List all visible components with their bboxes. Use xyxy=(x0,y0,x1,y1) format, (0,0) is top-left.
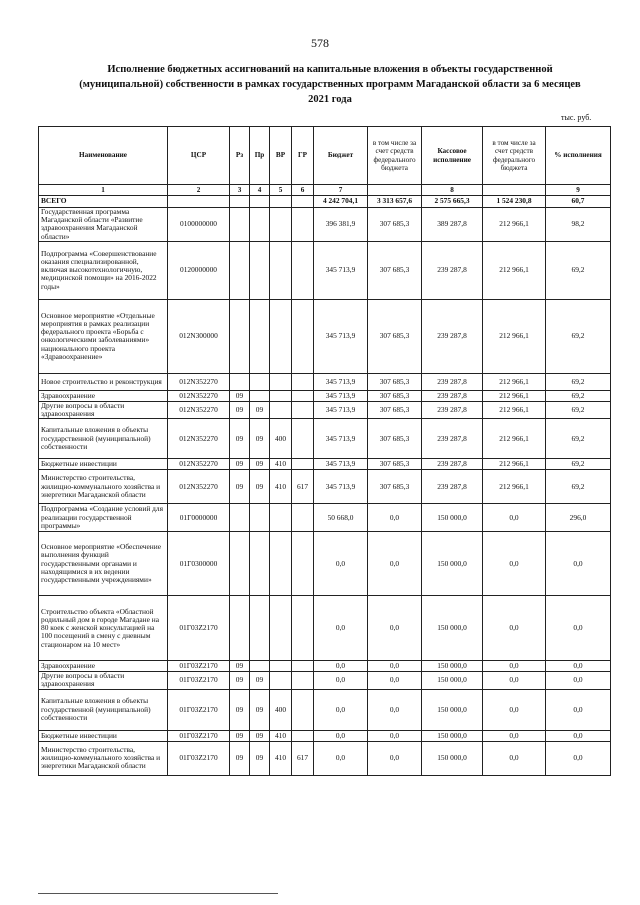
cell-csr: 01Г03Z2170 xyxy=(168,689,230,730)
cell-pct: 0,0 xyxy=(546,689,611,730)
cell-budget-fed: 0,0 xyxy=(368,596,422,661)
cell-rz: 09 xyxy=(230,661,250,672)
cell-cash-fed: 0,0 xyxy=(483,672,546,689)
cell-budget: 0,0 xyxy=(314,689,368,730)
cell-budget: 345 713,9 xyxy=(314,241,368,299)
cell-pct: 69,2 xyxy=(546,241,611,299)
cell-budget: 345 713,9 xyxy=(314,390,368,401)
header-cell: Пр xyxy=(250,127,270,185)
header-index: 3 xyxy=(230,185,250,196)
cell-rz xyxy=(230,504,250,532)
cell-pr: 09 xyxy=(250,401,270,418)
header-cell: ЦСР xyxy=(168,127,230,185)
cell-gr xyxy=(292,241,314,299)
cell-gr xyxy=(292,373,314,390)
cell-csr: 01Г0300000 xyxy=(168,532,230,596)
table-row xyxy=(39,661,611,672)
cell-pct: 69,2 xyxy=(546,299,611,373)
cell-budget-fed: 307 685,3 xyxy=(368,241,422,299)
cell-cash: 239 287,8 xyxy=(422,241,483,299)
cell-budget-fed: 307 685,3 xyxy=(368,390,422,401)
table-row xyxy=(39,390,611,401)
cell-pr: 09 xyxy=(250,419,270,459)
table-row xyxy=(39,419,611,459)
cell-name: Капитальные вложения в объекты государственной (муниципальной) собственности xyxy=(39,689,168,730)
cell-pr xyxy=(250,661,270,672)
cell-csr: 012N352270 xyxy=(168,419,230,459)
cell-rz: 09 xyxy=(230,390,250,401)
cell-gr xyxy=(292,459,314,470)
budget-table xyxy=(38,126,611,776)
cell-budget-fed: 0,0 xyxy=(368,532,422,596)
cell-name: Новое строительство и реконструкция xyxy=(39,373,168,390)
header-cell: Кассовое исполнение xyxy=(422,127,483,185)
page-number: 578 xyxy=(311,36,329,50)
cell-gr xyxy=(292,672,314,689)
cell-name: Бюджетные инвестиции xyxy=(39,730,168,741)
cell-name: Основное мероприятие «Обеспечение выполнения функций государственными органами и находящимися в их ведении государственными учреждениями» xyxy=(39,532,168,596)
cell-vr: 400 xyxy=(270,419,292,459)
cell-vr xyxy=(270,504,292,532)
cell-name: Бюджетные инвестиции xyxy=(39,459,168,470)
cell-pr xyxy=(250,373,270,390)
header-cell: Наименование xyxy=(39,127,168,185)
cell-cash-fed: 212 966,1 xyxy=(483,373,546,390)
table-row xyxy=(39,208,611,242)
cell-cash: 239 287,8 xyxy=(422,373,483,390)
table-row xyxy=(39,241,611,299)
cell-vr xyxy=(270,196,292,208)
cell-vr: 410 xyxy=(270,730,292,741)
cell-budget: 0,0 xyxy=(314,741,368,775)
header-index: 9 xyxy=(546,185,611,196)
cell-pct: 0,0 xyxy=(546,730,611,741)
cell-cash: 150 000,0 xyxy=(422,672,483,689)
table-row xyxy=(39,730,611,741)
cell-csr: 0120000000 xyxy=(168,241,230,299)
cell-rz xyxy=(230,596,250,661)
header-index: 7 xyxy=(314,185,368,196)
cell-csr: 01Г03Z2170 xyxy=(168,741,230,775)
cell-gr xyxy=(292,390,314,401)
cell-gr xyxy=(292,299,314,373)
cell-csr: 01Г03Z2170 xyxy=(168,730,230,741)
cell-rz xyxy=(230,299,250,373)
cell-pr xyxy=(250,208,270,242)
cell-pr: 09 xyxy=(250,459,270,470)
cell-pct: 0,0 xyxy=(546,596,611,661)
header-index: 5 xyxy=(270,185,292,196)
cell-cash: 150 000,0 xyxy=(422,741,483,775)
cell-vr xyxy=(270,672,292,689)
cell-budget-fed: 0,0 xyxy=(368,730,422,741)
cell-gr xyxy=(292,532,314,596)
cell-pct: 69,2 xyxy=(546,373,611,390)
cell-vr xyxy=(270,373,292,390)
cell-vr xyxy=(270,241,292,299)
cell-name: ВСЕГО xyxy=(39,196,168,208)
table-row xyxy=(39,689,611,730)
cell-pct: 0,0 xyxy=(546,672,611,689)
header-cell: ВР xyxy=(270,127,292,185)
cell-budget-fed: 0,0 xyxy=(368,689,422,730)
cell-cash-fed: 0,0 xyxy=(483,741,546,775)
cell-vr xyxy=(270,532,292,596)
document-title: Исполнение бюджетных ассигнований на капитальные вложения в объекты государственной (муниципальной) собственности в рамках государственных программ Магаданской области за 6 месяцев 2021 года xyxy=(79,64,581,105)
cell-cash-fed: 212 966,1 xyxy=(483,208,546,242)
cell-pct: 69,2 xyxy=(546,390,611,401)
cell-csr: 01Г03Z2170 xyxy=(168,661,230,672)
cell-budget: 0,0 xyxy=(314,596,368,661)
footer-rule xyxy=(38,893,278,894)
cell-budget-fed: 0,0 xyxy=(368,672,422,689)
header-cell: в том числе за счет средств федерального бюджета xyxy=(368,127,422,185)
header-index-row xyxy=(39,185,611,196)
cell-cash-fed: 212 966,1 xyxy=(483,241,546,299)
cell-rz xyxy=(230,208,250,242)
cell-budget: 345 713,9 xyxy=(314,299,368,373)
cell-gr xyxy=(292,730,314,741)
header-index: 6 xyxy=(292,185,314,196)
cell-budget: 0,0 xyxy=(314,532,368,596)
cell-csr: 012N352270 xyxy=(168,373,230,390)
cell-cash: 389 287,8 xyxy=(422,208,483,242)
table-row xyxy=(39,459,611,470)
cell-vr xyxy=(270,299,292,373)
cell-pct: 0,0 xyxy=(546,741,611,775)
cell-rz: 09 xyxy=(230,459,250,470)
cell-rz: 09 xyxy=(230,689,250,730)
cell-pr xyxy=(250,532,270,596)
header-index: 1 xyxy=(39,185,168,196)
cell-csr: 0100000000 xyxy=(168,208,230,242)
cell-cash: 239 287,8 xyxy=(422,459,483,470)
cell-rz: 09 xyxy=(230,401,250,418)
cell-cash-fed: 212 966,1 xyxy=(483,470,546,504)
cell-budget: 345 713,9 xyxy=(314,419,368,459)
cell-rz: 09 xyxy=(230,419,250,459)
cell-vr xyxy=(270,596,292,661)
cell-budget-fed: 307 685,3 xyxy=(368,299,422,373)
cell-cash-fed: 212 966,1 xyxy=(483,390,546,401)
cell-vr xyxy=(270,661,292,672)
cell-csr: 012N352270 xyxy=(168,459,230,470)
cell-budget: 396 381,9 xyxy=(314,208,368,242)
cell-vr xyxy=(270,208,292,242)
cell-csr: 01Г03Z2170 xyxy=(168,596,230,661)
cell-cash-fed: 1 524 230,8 xyxy=(483,196,546,208)
cell-budget-fed: 307 685,3 xyxy=(368,208,422,242)
header-cell: % исполнения xyxy=(546,127,611,185)
cell-cash: 2 575 665,3 xyxy=(422,196,483,208)
cell-cash-fed: 0,0 xyxy=(483,532,546,596)
cell-budget: 50 668,0 xyxy=(314,504,368,532)
cell-budget-fed: 0,0 xyxy=(368,504,422,532)
cell-pct: 98,2 xyxy=(546,208,611,242)
cell-rz: 09 xyxy=(230,730,250,741)
table-row xyxy=(39,532,611,596)
cell-cash-fed: 0,0 xyxy=(483,661,546,672)
cell-pr xyxy=(250,504,270,532)
cell-csr: 012N352270 xyxy=(168,390,230,401)
cell-gr xyxy=(292,196,314,208)
cell-rz xyxy=(230,373,250,390)
cell-pct: 69,2 xyxy=(546,401,611,418)
cell-cash: 150 000,0 xyxy=(422,730,483,741)
cell-pct: 0,0 xyxy=(546,532,611,596)
cell-cash: 239 287,8 xyxy=(422,470,483,504)
cell-gr xyxy=(292,504,314,532)
cell-budget: 345 713,9 xyxy=(314,401,368,418)
cell-vr: 410 xyxy=(270,470,292,504)
cell-rz: 09 xyxy=(230,741,250,775)
header-index: 4 xyxy=(250,185,270,196)
cell-name: Здравоохранение xyxy=(39,390,168,401)
cell-budget-fed: 307 685,3 xyxy=(368,373,422,390)
cell-gr xyxy=(292,689,314,730)
cell-gr xyxy=(292,208,314,242)
cell-cash: 150 000,0 xyxy=(422,661,483,672)
cell-budget-fed: 3 313 657,6 xyxy=(368,196,422,208)
cell-cash-fed: 0,0 xyxy=(483,689,546,730)
cell-pr xyxy=(250,241,270,299)
cell-name: Другие вопросы в области здравоохранения xyxy=(39,672,168,689)
cell-budget-fed: 0,0 xyxy=(368,741,422,775)
cell-pr xyxy=(250,196,270,208)
header-index xyxy=(483,185,546,196)
table-row xyxy=(39,672,611,689)
cell-pct: 69,2 xyxy=(546,470,611,504)
table-row xyxy=(39,741,611,775)
cell-cash: 239 287,8 xyxy=(422,401,483,418)
cell-cash: 239 287,8 xyxy=(422,390,483,401)
cell-cash-fed: 0,0 xyxy=(483,504,546,532)
table-row xyxy=(39,401,611,418)
cell-budget: 4 242 704,1 xyxy=(314,196,368,208)
cell-csr: 012N352270 xyxy=(168,401,230,418)
cell-budget-fed: 307 685,3 xyxy=(368,459,422,470)
cell-pct: 69,2 xyxy=(546,419,611,459)
cell-vr: 410 xyxy=(270,459,292,470)
cell-budget-fed: 307 685,3 xyxy=(368,419,422,459)
cell-rz xyxy=(230,196,250,208)
cell-name: Министерство строительства, жилищно-коммунального хозяйства и энергетики Магаданской области xyxy=(39,741,168,775)
cell-gr xyxy=(292,661,314,672)
cell-name: Капитальные вложения в объекты государственной (муниципальной) собственности xyxy=(39,419,168,459)
cell-budget: 0,0 xyxy=(314,661,368,672)
table-row xyxy=(39,596,611,661)
cell-cash-fed: 0,0 xyxy=(483,730,546,741)
cell-budget-fed: 307 685,3 xyxy=(368,470,422,504)
cell-csr xyxy=(168,196,230,208)
cell-cash: 239 287,8 xyxy=(422,299,483,373)
cell-pct: 296,0 xyxy=(546,504,611,532)
cell-pct: 60,7 xyxy=(546,196,611,208)
cell-pct: 69,2 xyxy=(546,459,611,470)
cell-vr: 400 xyxy=(270,689,292,730)
cell-pr: 09 xyxy=(250,741,270,775)
header-cell: Рз xyxy=(230,127,250,185)
cell-cash: 150 000,0 xyxy=(422,532,483,596)
cell-rz: 09 xyxy=(230,672,250,689)
table-row xyxy=(39,470,611,504)
cell-rz: 09 xyxy=(230,470,250,504)
cell-cash-fed: 212 966,1 xyxy=(483,401,546,418)
cell-cash-fed: 212 966,1 xyxy=(483,459,546,470)
cell-budget: 345 713,9 xyxy=(314,373,368,390)
table-row xyxy=(39,504,611,532)
header-cell: ГР xyxy=(292,127,314,185)
cell-pr xyxy=(250,390,270,401)
cell-name: Основное мероприятие «Отдельные мероприятия в рамках реализации федерального проекта «Борьба с онкологическими заболеваниями» национального проекта «Здравоохранение» xyxy=(39,299,168,373)
header-cell: в том числе за счет средств федерального бюджета xyxy=(483,127,546,185)
cell-gr xyxy=(292,401,314,418)
table-row xyxy=(39,373,611,390)
cell-name: Здравоохранение xyxy=(39,661,168,672)
cell-budget: 345 713,9 xyxy=(314,470,368,504)
cell-pr: 09 xyxy=(250,689,270,730)
cell-budget-fed: 307 685,3 xyxy=(368,401,422,418)
cell-name: Подпрограмма «Создание условий для реализации государственной программы» xyxy=(39,504,168,532)
cell-pr: 09 xyxy=(250,470,270,504)
header-index: 8 xyxy=(422,185,483,196)
cell-cash: 150 000,0 xyxy=(422,689,483,730)
cell-rz xyxy=(230,241,250,299)
cell-name: Строительство объекта «Областной родильный дом в городе Магадане на 80 коек с женской консультацией на 100 посещений в смену с дневным стационаром на 10 мест» xyxy=(39,596,168,661)
cell-pct: 0,0 xyxy=(546,661,611,672)
cell-pr xyxy=(250,596,270,661)
cell-vr: 410 xyxy=(270,741,292,775)
cell-name: Министерство строительства, жилищно-коммунального хозяйства и энергетики Магаданской области xyxy=(39,470,168,504)
cell-pr: 09 xyxy=(250,672,270,689)
header-cell: Бюджет xyxy=(314,127,368,185)
cell-budget: 0,0 xyxy=(314,672,368,689)
units-label: тыс. руб. xyxy=(561,113,592,122)
cell-name: Государственная программа Магаданской области «Развитие здравоохранения Магаданской области» xyxy=(39,208,168,242)
cell-csr: 012N300000 xyxy=(168,299,230,373)
total-row xyxy=(39,196,611,208)
cell-pr: 09 xyxy=(250,730,270,741)
cell-name: Другие вопросы в области здравоохранения xyxy=(39,401,168,418)
cell-gr: 617 xyxy=(292,741,314,775)
cell-gr: 617 xyxy=(292,470,314,504)
cell-cash-fed: 212 966,1 xyxy=(483,419,546,459)
cell-vr xyxy=(270,390,292,401)
cell-csr: 01Г0000000 xyxy=(168,504,230,532)
cell-name: Подпрограмма «Совершенствование оказания специализированной, включая высокотехнологичную, медицинской помощи» на 2016-2022 годы» xyxy=(39,241,168,299)
cell-cash: 150 000,0 xyxy=(422,596,483,661)
header-row xyxy=(39,127,611,185)
cell-pr xyxy=(250,299,270,373)
cell-budget: 345 713,9 xyxy=(314,459,368,470)
cell-cash-fed: 212 966,1 xyxy=(483,299,546,373)
header-index: 2 xyxy=(168,185,230,196)
cell-csr: 01Г03Z2170 xyxy=(168,672,230,689)
cell-budget: 0,0 xyxy=(314,730,368,741)
cell-gr xyxy=(292,419,314,459)
cell-budget-fed: 0,0 xyxy=(368,661,422,672)
table-row xyxy=(39,299,611,373)
cell-cash-fed: 0,0 xyxy=(483,596,546,661)
cell-vr xyxy=(270,401,292,418)
cell-cash: 150 000,0 xyxy=(422,504,483,532)
header-index xyxy=(368,185,422,196)
cell-rz xyxy=(230,532,250,596)
cell-cash: 239 287,8 xyxy=(422,419,483,459)
cell-csr: 012N352270 xyxy=(168,470,230,504)
cell-gr xyxy=(292,596,314,661)
